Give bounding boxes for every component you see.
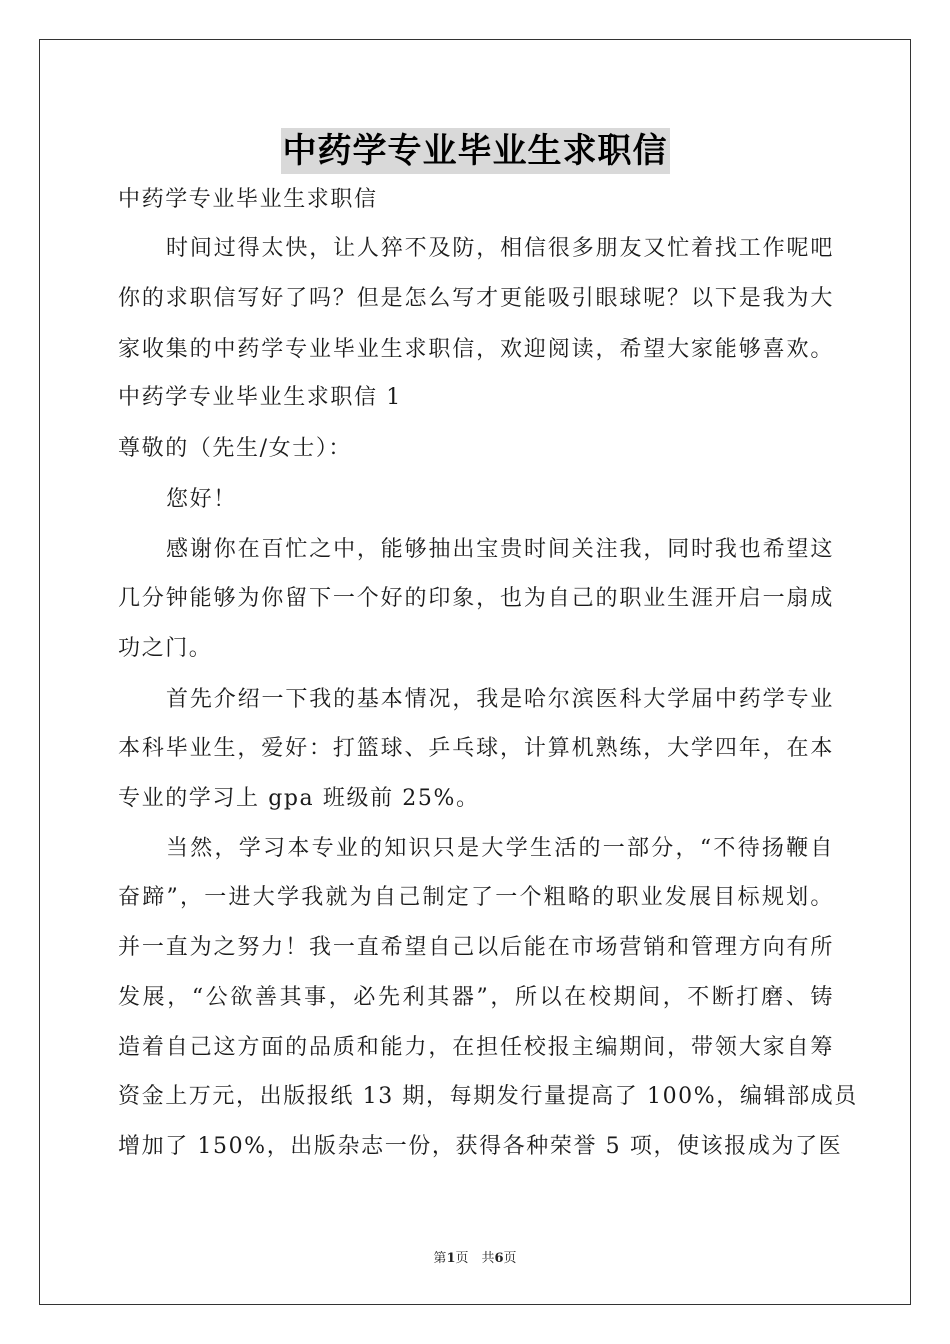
page-mid: 页 共 [455,1251,495,1266]
paragraph-line: 本科毕业生，爱好：打篮球、乒乓球，计算机熟练，大学四年，在本 [118,736,834,761]
salutation: 尊敬的（先生/女士）： [118,436,353,461]
page-prefix: 第 [433,1251,447,1266]
paragraph-line: 几分钟能够为你留下一个好的印象，也为自己的职业生涯开启一扇成 [118,586,834,611]
paragraph-line: 你的求职信写好了吗？但是怎么写才更能吸引眼球呢？以下是我为大 [118,286,834,311]
paragraph-line: 时间过得太快，让人猝不及防，相信很多朋友又忙着找工作呢吧 [166,236,834,261]
page-footer [0,1247,950,1266]
paragraph-line: 资金上万元，出版报纸 13 期，每期发行量提高了 100%，编辑部成员 [118,1084,858,1109]
page-suffix: 页 [503,1251,517,1266]
page-border [39,39,911,1305]
greeting: 您好！ [166,487,237,512]
paragraph-line: 奋蹄”，一进大学我就为自己制定了一个粗略的职业发展目标规划。 [118,885,834,910]
paragraph-line: 功之门。 [118,636,213,661]
paragraph-line: 当然，学习本专业的知识只是大学生活的一部分，“不待扬鞭自 [166,836,834,861]
total-page-number: 6 [494,1251,504,1266]
current-page-number: 1 [446,1251,456,1266]
paragraph-line: 造着自己这方面的品质和能力，在担任校报主编期间，带领大家自筹 [118,1035,834,1060]
paragraph-line: 发展，“公欲善其事，必先利其器”，所以在校期间，不断打磨、铸 [118,985,834,1010]
paragraph-line: 首先介绍一下我的基本情况，我是哈尔滨医科大学届中药学专业 [166,687,834,712]
paragraph-line: 并一直为之努力！我一直希望自己以后能在市场营销和管理方向有所 [118,935,834,960]
document-title: 中药学专业毕业生求职信 [281,128,670,174]
paragraph-line: 专业的学习上 gpa 班级前 25%。 [118,786,480,811]
section-heading: 中药学专业毕业生求职信 1 [118,385,402,410]
paragraph-line: 家收集的中药学专业毕业生求职信，欢迎阅读，希望大家能够喜欢。 [118,337,834,362]
title-container [0,128,950,174]
paragraph-line: 增加了 150%，出版杂志一份，获得各种荣誉 5 项，使该报成为了医 [118,1134,843,1159]
subtitle-line: 中药学专业毕业生求职信 [118,187,378,212]
paragraph-line: 感谢你在百忙之中，能够抽出宝贵时间关注我，同时我也希望这 [166,537,834,562]
